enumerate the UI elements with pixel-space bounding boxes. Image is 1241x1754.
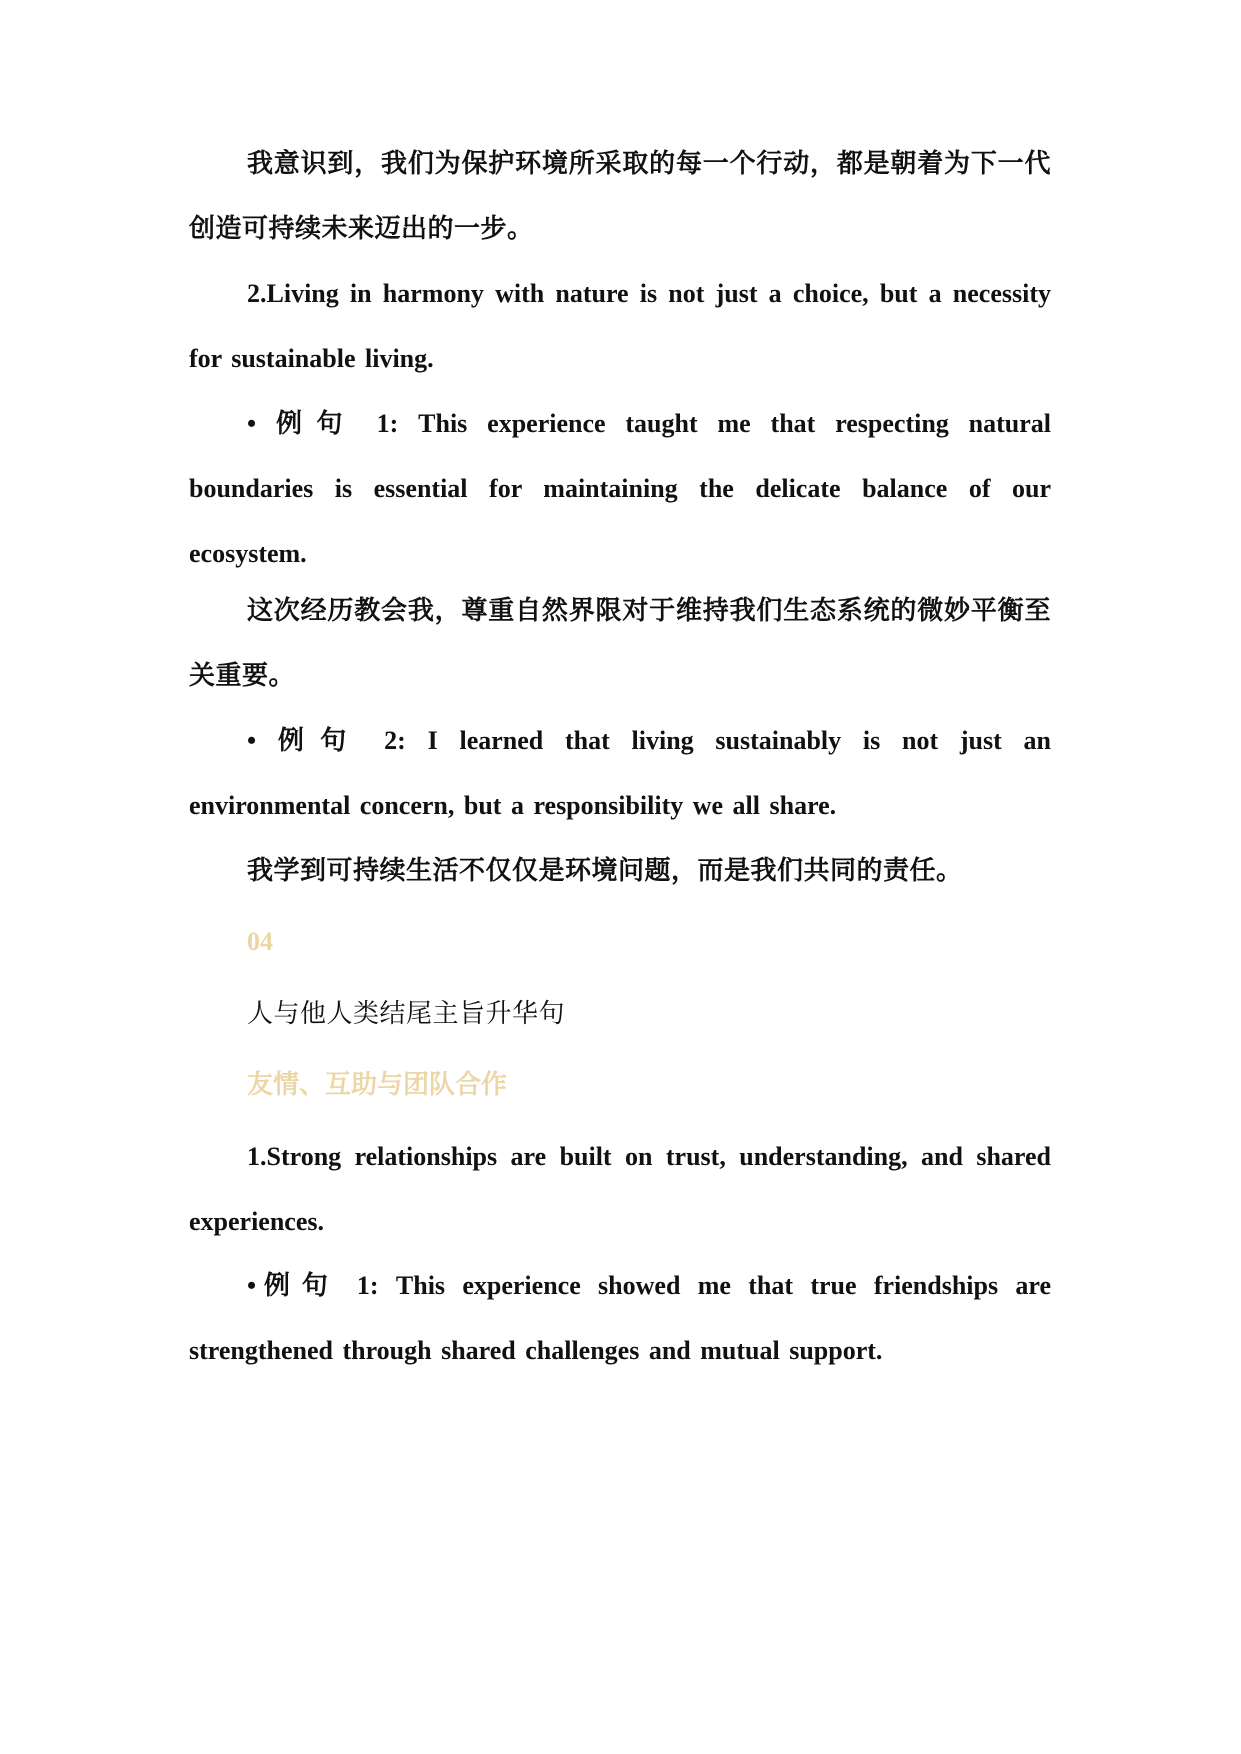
paragraph-text: 1.Strong relationships are built on trust, understanding, and shared experiences. [189,1142,1051,1236]
paragraph-text: 我意识到，我们为保护环境所采取的每一个行动，都是朝着为下一代创造可持续未来迈出的一步。 [189,149,1051,243]
section-number [189,909,1051,974]
example-number: 1: [376,409,399,438]
paragraph-text: 这次经历教会我，尊重自然界限对于维持我们生态系统的微妙平衡至关重要。 [189,596,1051,690]
section-title [189,981,1051,1046]
translation-cn-2 [189,838,1051,903]
section-title-text: 人与他人类结尾主旨升华句 [247,999,566,1028]
bullet: • [247,726,257,755]
paragraph-en-relationships [189,1124,1051,1254]
bullet: • [247,409,257,438]
section-number-text: 04 [247,927,273,956]
example-sentence-1 [189,391,1051,586]
section-subtitle-text: 友情、互助与团队合作 [247,1070,508,1099]
example-label: 例句 [275,409,357,438]
example-label: 例句 [277,726,363,755]
example-text: I learned that living sustainably is not just an environmental concern, but a responsibility we all share. [189,726,1052,820]
paragraph-text: 2.Living in harmony with nature is not just a choice, but a necessity for sustainable living. [189,279,1051,373]
example-number: 2: [384,726,406,755]
section-subtitle [189,1052,1051,1117]
translation-cn-1 [189,578,1051,708]
bullet: • [247,1271,257,1300]
paragraph-en-harmony [189,261,1051,391]
paragraph-text: 我学到可持续生活不仅仅是环境问题，而是我们共同的责任。 [247,856,963,885]
example-label: 例句 [256,1271,340,1300]
example-sentence-2 [189,708,1051,838]
example-text: This experience showed me that true friendships are strengthened through shared challenges and mutual support. [189,1271,1052,1365]
example-text: This experience taught me that respecting natural boundaries is essential for maintaining the delicate balance of our ecosystem. [189,409,1052,568]
example-sentence-3 [189,1253,1051,1383]
example-number: 1: [356,1271,379,1300]
paragraph-cn-action [189,131,1051,261]
